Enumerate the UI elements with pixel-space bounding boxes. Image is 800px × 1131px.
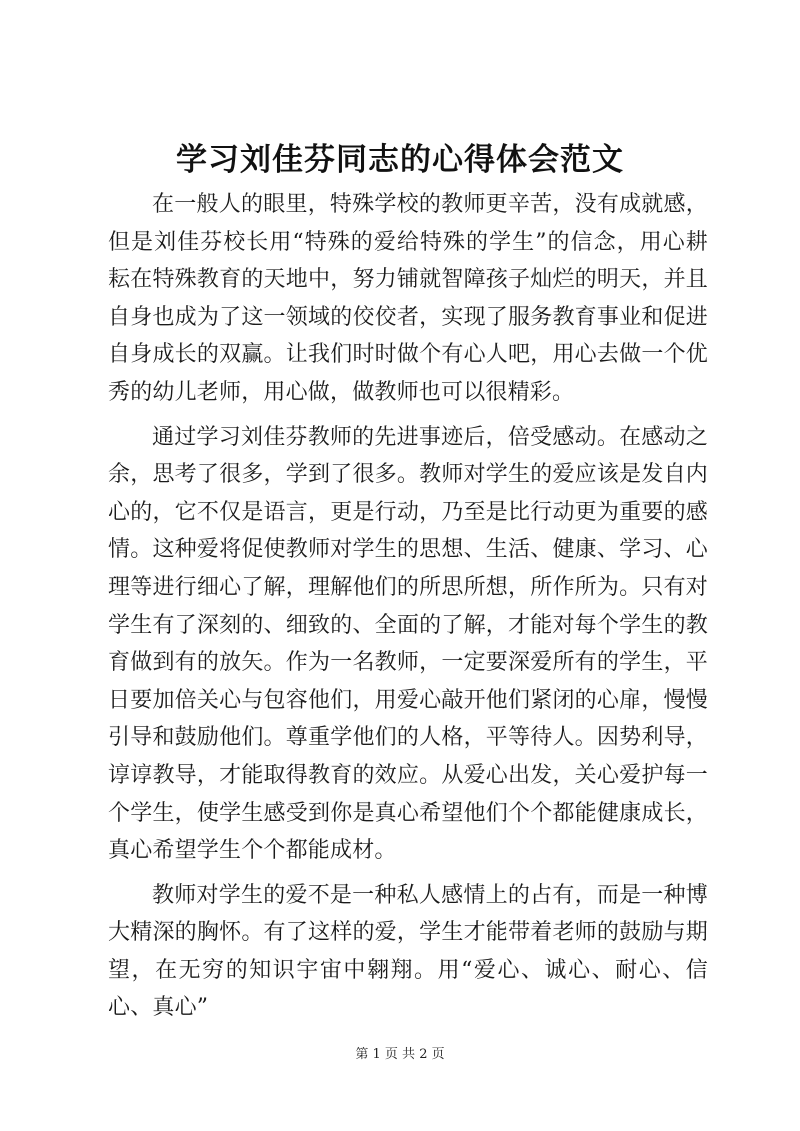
document-body [108,186,708,1034]
page-footer [0,1046,800,1064]
document-title: 学习刘佳芬同志的心得体会范文 [176,142,624,178]
paragraph-1: 在一般人的眼里，特殊学校的教师更辛苦，没有成就感，但是刘佳芬校长用“特殊的爱给特殊的学生”的信念，用心耕耘在特殊教育的天地中，努力铺就智障孩子灿烂的明天，并且自身也成为了这一领域的佼佼者，实现了服务教育事业和促进自身成长的双赢。让我们时时做个有心人吧，用心去做一个优秀的幼儿老师，用心做，做教师也可以很精彩。 [108,192,708,405]
paragraph-2: 通过学习刘佳芬教师的先进事迹后，倍受感动。在感动之余，思考了很多，学到了很多。教师对学生的爱应该是发自内心的，它不仅是语言，更是行动，乃至是比行动更为重要的感情。这种爱将促使教师对学生的思想、生活、健康、学习、心理等进行细心了解，理解他们的所思所想，所作所为。只有对学生有了深刻的、细致的、全面的了解，才能对每个学生的教育做到有的放矢。作为一名教师，一定要深爱所有的学生，平日要加倍关心与包容他们，用爱心敲开他们紧闭的心扉，慢慢引导和鼓励他们。尊重学他们的人格，平等待人。因势利导，谆谆教导，才能取得教育的效应。从爱心出发，关心爱护每一个学生，使学生感受到你是真心希望他们个个都能健康成长，真心希望学生个个都能成材。 [108,424,708,864]
paragraph-3: 教师对学生的爱不是一种私人感情上的占有，而是一种博大精深的胸怀。有了这样的爱，学生才能带着老师的鼓励与期望，在无穷的知识宇宙中翱翔。用“爱心、诚心、耐心、信心、真心” [108,882,708,1021]
page-number-indicator: 第 1 页 共 2 页 [355,1047,445,1062]
